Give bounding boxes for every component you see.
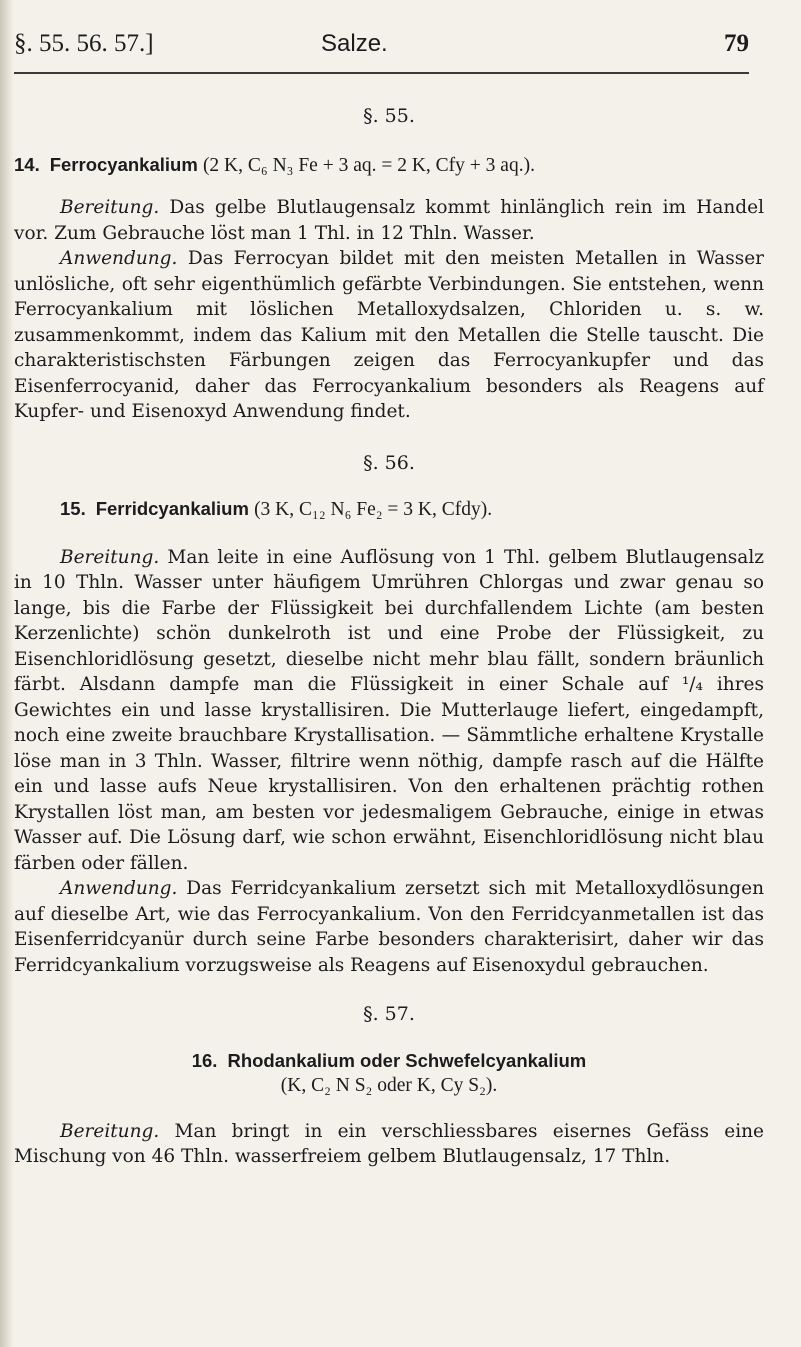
preparation-text: Man bringt in ein verschliessbares eisernes Gefäss eine Mischung von 46 Thln. wasserfreiem gelbem Blutlaugensalz, 17 Thln.	[14, 1120, 764, 1167]
compound-name: Ferrocyankalium	[49, 153, 198, 175]
page-body	[14, 100, 764, 1170]
section-57-title	[14, 1048, 764, 1074]
usage-text: Das Ferridcyankalium zersetzt sich mit Metalloxydlösungen auf dieselbe Art, wie das Ferrocyankalium. Von den Ferridcyanmetallen ist das Eisenferridcyanür durch seine Farbe besonders charakterisirt, daher wir das Ferridcyankalium vorzugsweise als Reagens auf Eisenoxydul gebrauchen.	[14, 878, 764, 976]
section-55-title	[14, 152, 764, 179]
section-57-preparation	[14, 1119, 764, 1170]
header-title: Salze.	[321, 30, 388, 57]
label-bereitung: Bereitung.	[60, 546, 160, 568]
compound-name: Ferridcyankalium	[95, 498, 249, 519]
compound-formula: (2 K, C₆ N₃ Fe + 3 aq. = 2 K, Cfy + 3 aq.).	[202, 154, 535, 176]
label-bereitung: Bereitung.	[60, 197, 160, 218]
section-56-preparation	[14, 545, 764, 877]
item-number: 15.	[60, 498, 86, 519]
item-number: 16.	[191, 1049, 218, 1071]
item-number: 14.	[14, 153, 40, 175]
section-56-title	[14, 496, 764, 523]
preparation-text: Man leite in eine Auflösung von 1 Thl. gelbem Blutlaugensalz in 10 Thln. Wasser unter häufigem Umrühren Chlorgas und zwar genau so lange, bis die Farbe der Flüssigkeit bei durchfallendem Lichte (am besten Kerzenlichte) schön dunkelroth ist und eine Probe der Flüssigkeit, zu Eisenchloridlösung gesetzt, dieselbe nicht mehr blau fällt, sondern bräunlich färbt. Alsdann dampfe man die Flüssigkeit in einer Schale auf ¹/₄ ihres Gewichtes ein und lasse krystallisiren. Die Mutterlauge liefert, eingedampft, noch eine zweite brauchbare Krystallisation. — Sämmtliche erhaltene Krystalle löse man in 3 Thln. Wasser, filtrire wenn nöthig, dampfe rasch auf die Hälfte ein und lasse aufs Neue krystallisiren. Von den erhaltenen prächtig rothen Krystallen löst man, am besten vor jedesmaligem Gebrauche, einige in etwas Wasser auf. Die Lösung darf, wie schon erwähnt, Eisenchloridlösung nicht blau färben oder fällen.	[14, 546, 764, 874]
compound-name: Rhodankalium oder Schwefelcyankalium	[227, 1049, 587, 1071]
header-rule	[14, 72, 749, 74]
compound-formula: (3 K, C₁₂ N₆ Fe₂ = 3 K, Cfdy).	[254, 499, 493, 520]
label-anwendung: Anwendung.	[60, 248, 178, 269]
section-55-heading: §. 55.	[363, 105, 415, 127]
section-57-heading: §. 57.	[363, 1003, 415, 1025]
section-56-usage	[14, 876, 764, 978]
page-gutter-shadow	[0, 0, 14, 1347]
label-anwendung: Anwendung.	[60, 878, 178, 899]
section-57-formula: (K, C₂ N S₂ oder K, Cy S₂).	[280, 1075, 498, 1096]
running-header	[14, 30, 749, 66]
label-bereitung: Bereitung.	[60, 1120, 160, 1142]
usage-text: Das Ferrocyan bildet mit den meisten Metallen in Wasser unlösliche, oft sehr eigenthümlich gefärbte Verbindungen. Sie entstehen, wenn Ferrocyankalium mit löslichen Metalloxydsalzen, Chloriden u. s. w. zusammenkommt, indem das Kalium mit den Metallen die Stelle tauscht. Die charakteristischsten Färbungen zeigen das Ferrocyankupfer und das Eisenferrocyanid, daher das Ferrocyankalium besonders als Reagens auf Kupfer- und Eisenoxyd Anwendung findet.	[14, 248, 764, 422]
preparation-text: Das gelbe Blutlaugensalz kommt hinlänglich rein im Handel vor. Zum Gebrauche löst man 1 Thl. in 12 Thln. Wasser.	[14, 197, 764, 244]
section-56-heading: §. 56.	[363, 451, 415, 474]
header-sections: §. 55. 56. 57.]	[14, 30, 154, 57]
section-55-preparation	[14, 195, 764, 246]
page-number: 79	[724, 30, 749, 57]
section-55-usage	[14, 246, 764, 425]
